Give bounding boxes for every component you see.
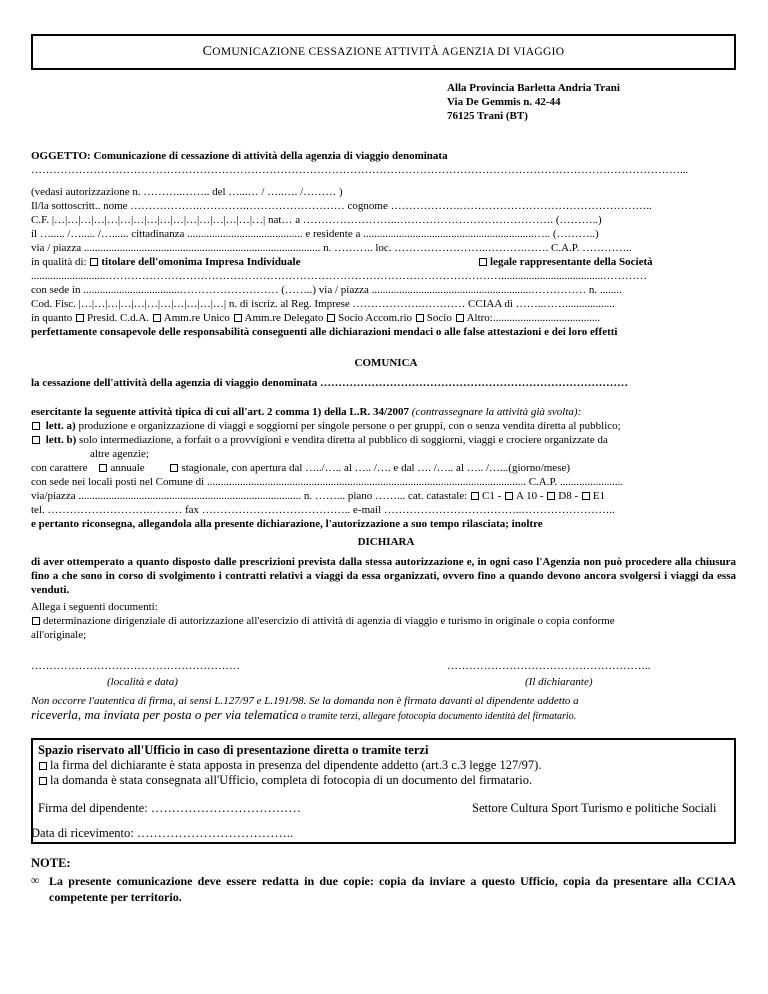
- ruolo-checkbox[interactable]: [76, 314, 84, 322]
- ruolo-label: Presid. C.d.A.: [87, 312, 150, 324]
- allega-line: Allega i seguenti documenti:: [31, 601, 158, 613]
- ruolo-label: Amm.re Delegato: [244, 312, 324, 324]
- luogo-data-label: (località e data): [107, 676, 178, 688]
- recipient-address: [447, 81, 620, 123]
- stagionale-checkbox[interactable]: [170, 464, 178, 472]
- esercitante-note: (contrassegnare la attività già svolta):: [411, 406, 582, 418]
- tel-line[interactable]: tel. ……………………….……… fax ………………………………….. e-mail ………………………………..……………………..: [31, 504, 615, 516]
- cat-checkbox[interactable]: [471, 492, 479, 500]
- ruolo-checkbox[interactable]: [456, 314, 464, 322]
- office-checkbox[interactable]: [39, 777, 47, 785]
- lett-b-line: [31, 433, 741, 447]
- dotted-line[interactable]: ...........................……………………………………………………………………………………………….....................................…………: [31, 270, 647, 282]
- lett-b-label: lett. b): [45, 434, 77, 446]
- office-item-2-text: la domanda è stata consegnata all'Ufficio, completa di fotocopia di un documento del firmatario.: [50, 773, 533, 787]
- title-initial: C: [202, 44, 213, 59]
- codice-fiscale-line[interactable]: C.F. |…|…|…|…|…|…|…|…|…|…|…|…|…|…|…|…| nat… a ……………………..……………………………………. (………..): [31, 214, 602, 226]
- note-heading: NOTE:: [31, 856, 71, 870]
- office-checkbox[interactable]: [39, 762, 47, 770]
- inquanto-label: in quanto: [31, 312, 73, 324]
- esercitante-line: [31, 405, 741, 419]
- indirizzo-line[interactable]: via / piazza ...................................................................................... n. ……….. loc. ……………………..……….……. C.A.P. …………..: [31, 242, 632, 254]
- firma-dipendente[interactable]: Firma del dipendente: ………………………………: [38, 801, 301, 815]
- cat-label: D8 -: [558, 490, 579, 502]
- comunica-heading: COMUNICA: [354, 357, 418, 369]
- legale-label: legale rappresentante della Società: [490, 256, 653, 268]
- qualita-label: in qualità di:: [31, 256, 87, 268]
- address-line-3: 76125 Trani (BT): [447, 110, 528, 122]
- autentica-note-main: riceverla, ma inviata per posta o per via telematica: [31, 708, 299, 722]
- autentica-note: Non occorre l'autentica di firma, ai sensi L.127/97 e L.191/98. Se la domanda non è firmata davanti al dipendente addetto a: [31, 695, 579, 707]
- note-text: La presente comunicazione deve essere redatta in due copie: copia da inviare a questo Ufficio, copia da presentare alla CCIAA competente per territorio.: [49, 874, 736, 904]
- cat-label: E1: [592, 490, 606, 502]
- ruolo-label: Amm.re Unico: [163, 312, 230, 324]
- autentica-note-tail: o tramite terzi, allegare fotocopia documento identità del firmatario.: [298, 711, 577, 722]
- cod-fisc-line[interactable]: Cod. Fisc. |…|…|…|…|…|…|…|…|…|…|…| n. di iscriz. al Reg. Imprese ……………….………… CCIAA di ……..……..................: [31, 298, 615, 310]
- dichiara-text: di aver ottemperato a quanto disposto dalle prescrizioni prevista dalla stessa autorizzazione e, in ogni caso l'Agenzia non può procedere alla chiusura fino a che sono in corso di svolgimento i contratti relativi a viaggi da essa organizzati, ovvero fino a quando devono ancora svolgersi i viaggi da essa venduti.: [31, 556, 736, 596]
- titolare-checkbox[interactable]: [90, 258, 98, 266]
- sede-comune-line[interactable]: con sede nei locali posti nel Comune di .................................................................................................................... C.A.P. .......................: [31, 476, 624, 488]
- lett-a-text: produzione e organizzazione di viaggi e soggiorni per singole persone o per gruppi, con o senza vendita diretta al pubblico;: [78, 420, 621, 432]
- ruolo-line: [31, 311, 741, 325]
- lett-a-line: [31, 419, 741, 433]
- cat-label: A 10 -: [516, 490, 544, 502]
- carattere-line: [31, 461, 741, 475]
- determinazione-cont: all'originale;: [31, 629, 87, 641]
- firma-field[interactable]: ………………………………………………..: [447, 660, 651, 672]
- title-rest: OMUNICAZIONE CESSAZIONE ATTIVITÀ AGENZIA DI VIAGGIO: [212, 46, 565, 58]
- viapiazza-text[interactable]: via/piazza ................................................................................. n. ……... piano ……... cat. catastale:: [31, 490, 468, 502]
- nascita-line[interactable]: il …..... /…..... /…...... cittadinanza .......................................... e residente a ..............................................................….. (………..): [31, 228, 599, 240]
- address-line-1: Alla Provincia Barletta Andria Trani: [447, 82, 620, 94]
- settore-label: Settore Cultura Sport Turismo e politiche Sociali: [472, 801, 717, 815]
- cat-label: C1 -: [482, 490, 502, 502]
- dichiara-heading: DICHIARA: [357, 536, 415, 548]
- titolare-label: titolare dell'omonima Impresa Individuale: [101, 256, 301, 268]
- ruolo-label: Socio Accom.rio: [338, 312, 413, 324]
- oggetto-text: OGGETTO: Comunicazione di cessazione di attività della agenzia di viaggio denominata: [31, 150, 448, 162]
- viapiazza-line: [31, 489, 741, 503]
- carattere-label: con carattere: [31, 462, 88, 474]
- luogo-data-field[interactable]: …………………………………………………: [31, 660, 240, 672]
- determinazione-checkbox[interactable]: [32, 617, 40, 625]
- ruolo-label: Altro:.......................................: [466, 312, 601, 324]
- stagionale-label: stagionale, con apertura dal …../….. al ….. /…. e dal …. /….. al ….. /…...(giorno/mese): [181, 462, 571, 474]
- lett-b-text-cont: altre agenzie;: [90, 448, 149, 460]
- oggetto-dots: ……………………………………………………………………………………………………………………………………………………………...: [31, 164, 689, 176]
- office-item-1-text: la firma del dichiarante è stata apposta in presenza del dipendente addetto (art.3 c.3 legge 127/97).: [50, 758, 542, 772]
- ruolo-checkbox[interactable]: [153, 314, 161, 322]
- ruolo-label: Socio: [426, 312, 452, 324]
- data-ricevimento[interactable]: Data di ricevimento: ………………………………..: [31, 826, 294, 840]
- lett-a-label: lett. a): [45, 420, 76, 432]
- legale-checkbox[interactable]: [479, 258, 487, 266]
- document-title: [31, 34, 736, 70]
- cat-checkbox[interactable]: [547, 492, 555, 500]
- lett-b-checkbox[interactable]: [32, 436, 40, 444]
- address-line-2: Via De Gemmis n. 42-44: [447, 96, 561, 108]
- office-title: Spazio riservato all'Ufficio in caso di presentazione diretta o tramite terzi: [38, 743, 429, 757]
- lett-a-checkbox[interactable]: [32, 422, 40, 430]
- determinazione-text: determinazione dirigenziale di autorizzazione all'esercizio di attività di agenzia di viaggio e turismo in originale o copia conforme: [43, 615, 615, 627]
- ruolo-checkbox[interactable]: [416, 314, 424, 322]
- ruolo-checkbox[interactable]: [327, 314, 335, 322]
- autorizzazione-line[interactable]: (vedasi autorizzazione n. ………..…….. del …...… / …..…. /……… ): [31, 186, 343, 198]
- dichiarante-label: (Il dichiarante): [525, 676, 593, 688]
- cat-checkbox[interactable]: [505, 492, 513, 500]
- consapevole-line: perfettamente consapevole delle responsabilità conseguenti alle dichiarazioni mendaci o alle false attestazioni e dei loro effetti: [31, 326, 618, 338]
- office-item-2: [38, 773, 532, 788]
- esercitante-text: esercitante la seguente attività tipica di cui all'art. 2 comma 1) della L.R. 34/2007: [31, 406, 410, 418]
- cat-checkbox[interactable]: [582, 492, 590, 500]
- sottoscritto-line[interactable]: Il/la sottoscritt.. nome ……………….………….……………………… cognome ……………….……………………………………………..: [31, 200, 652, 212]
- annuale-checkbox[interactable]: [99, 464, 107, 472]
- sede-line[interactable]: con sede in ...................................……………………… (……..) via / piazza ..........................................................…………… n. ........: [31, 284, 622, 296]
- cessazione-line: la cessazione dell'attività della agenzia di viaggio denominata …………………………………………………………………………: [31, 377, 629, 389]
- lett-b-text: solo intermediazione, a forfait o a provvigioni e vendita diretta al pubblico di soggiorni, viaggi e crociere organizzate da: [79, 434, 608, 446]
- office-item-1: [38, 758, 541, 773]
- determinazione-line: [31, 614, 741, 628]
- note-bullet: ∞: [31, 873, 40, 887]
- autentica-note-2: [31, 708, 741, 724]
- annuale-label: annuale: [110, 462, 145, 474]
- riconsegna-line: e pertanto riconsegna, allegandola alla presente dichiarazione, l'autorizzazione a suo tempo rilasciata; inoltre: [31, 518, 543, 530]
- qualita-line: [31, 255, 741, 269]
- ruolo-checkbox[interactable]: [234, 314, 242, 322]
